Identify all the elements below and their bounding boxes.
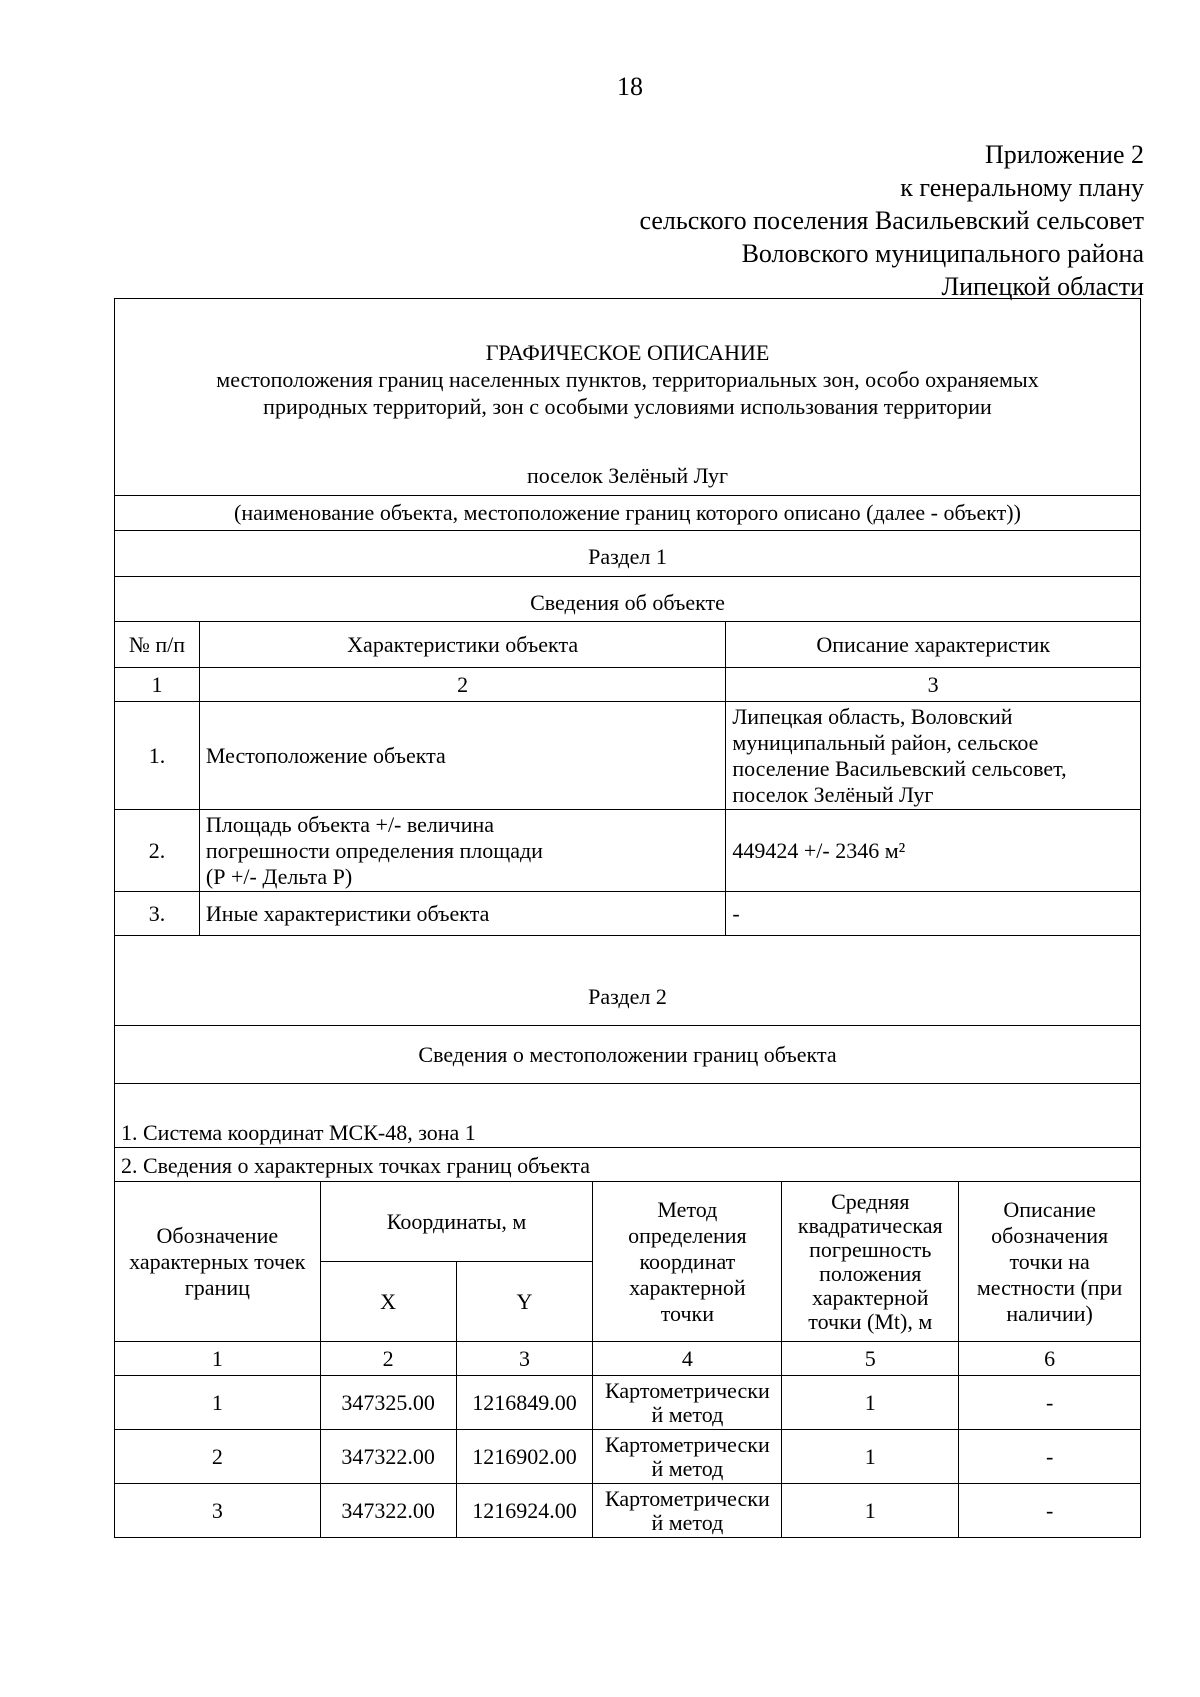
header-line: определения: [628, 1222, 747, 1248]
header-line: местности (при: [976, 1274, 1123, 1300]
method-line: Картометрически: [605, 1485, 770, 1511]
header-line: границ: [184, 1274, 250, 1300]
header-x: X: [320, 1262, 456, 1342]
divider: [115, 530, 1140, 531]
appendix-line: к генеральному плану: [900, 173, 1144, 202]
section2-subtitle: Сведения о местоположении границ объекта: [418, 1042, 837, 1067]
point-mt: 1: [782, 1430, 959, 1484]
coordinate-system: 1. Система координат МСК-48, зона 1: [121, 1120, 476, 1145]
points-caption: 2. Сведения о характерных точках границ объекта: [121, 1153, 590, 1178]
point-method: [593, 1484, 782, 1538]
column-number: 4: [593, 1342, 782, 1376]
point-mt: 1: [782, 1376, 959, 1430]
header-line: точки (Mt), м: [808, 1308, 933, 1334]
row-number: 2.: [115, 810, 200, 892]
point-y: 1216902.00: [456, 1430, 593, 1484]
header-line: квадратическая: [797, 1212, 943, 1238]
description-line: поселение Васильевский сельсовет,: [732, 755, 1067, 781]
column-number: 3: [726, 668, 1141, 702]
point-x: 347325.00: [320, 1376, 456, 1430]
doc-subtitle: природных территорий, зон с особыми условиями использования территории: [263, 394, 992, 419]
header-line: Средняя: [831, 1188, 910, 1214]
appendix-line: Приложение 2: [984, 140, 1144, 169]
header-line: координат: [639, 1248, 736, 1274]
header-error: [782, 1182, 959, 1342]
header-y: Y: [456, 1262, 593, 1342]
description-line: поселок Зелёный Луг: [732, 781, 934, 807]
appendix-line: Воловского муниципального района: [741, 239, 1144, 268]
table-row: [115, 1430, 1141, 1484]
point-y: 1216849.00: [456, 1376, 593, 1430]
header-line: характерной: [629, 1274, 746, 1300]
description-cell: 449424 +/- 2346 м²: [726, 810, 1141, 892]
point-x: 347322.00: [320, 1484, 456, 1538]
object-caption: (наименование объекта, местоположение границ которого описано (далее - объект)): [234, 500, 1021, 525]
document-frame: [114, 298, 1141, 1538]
point-id: 3: [115, 1484, 321, 1538]
column-number: 3: [456, 1342, 593, 1376]
header-line: положения: [819, 1260, 922, 1286]
characteristic-line: Площадь объекта +/- величина: [205, 811, 495, 837]
header-line: точки: [660, 1300, 715, 1326]
column-number: 6: [959, 1342, 1141, 1376]
characteristic-cell: Иные характеристики объекта: [199, 892, 725, 936]
section2-title: Раздел 2: [588, 984, 667, 1009]
column-number: 2: [199, 668, 725, 702]
appendix-header: [640, 138, 1145, 303]
header-coordinates: Координаты, м: [320, 1182, 593, 1262]
header-line: погрешность: [809, 1236, 932, 1262]
doc-title: ГРАФИЧЕСКОЕ ОПИСАНИЕ: [485, 340, 770, 365]
row-number: 3.: [115, 892, 200, 936]
divider: [115, 1083, 1140, 1084]
object-name: поселок Зелёный Луг: [526, 463, 729, 488]
point-id: 1: [115, 1376, 321, 1430]
object-info-table: [114, 621, 1141, 936]
divider: [115, 495, 1140, 496]
description-line: муниципальный район, сельское: [732, 729, 1039, 755]
header-cell: № п/п: [115, 622, 200, 668]
description-cell: -: [726, 892, 1141, 936]
point-description: -: [959, 1430, 1141, 1484]
method-line: й метод: [651, 1455, 724, 1481]
appendix-line: Липецкой области: [941, 272, 1144, 301]
point-description: -: [959, 1376, 1141, 1430]
divider: [115, 1147, 1140, 1148]
header-line: Обозначение: [156, 1222, 279, 1248]
column-number: 1: [115, 1342, 321, 1376]
table-header-row: [115, 622, 1141, 668]
column-number-row: [115, 1342, 1141, 1376]
appendix-line: сельского поселения Васильевский сельсовет: [639, 206, 1144, 235]
characteristic-line: (Р +/- Дельта Р): [205, 863, 353, 889]
point-x: 347322.00: [320, 1430, 456, 1484]
column-number: 1: [115, 668, 200, 702]
point-mt: 1: [782, 1484, 959, 1538]
header-line: точки на: [1009, 1248, 1090, 1274]
column-number-row: [115, 668, 1141, 702]
row-number: 1.: [115, 702, 200, 810]
header-line: наличии): [1006, 1300, 1093, 1326]
description-cell: [726, 702, 1141, 810]
table-row: [115, 892, 1141, 936]
header-line: Описание: [1003, 1196, 1096, 1222]
method-line: й метод: [651, 1401, 724, 1427]
section1-subtitle: Сведения об объекте: [530, 590, 725, 615]
boundary-points-table: [114, 1181, 1141, 1538]
column-number: 5: [782, 1342, 959, 1376]
header-cell: Описание характеристик: [726, 622, 1141, 668]
table-row: [115, 702, 1141, 810]
page-number: 18: [617, 72, 643, 101]
divider: [115, 1025, 1140, 1026]
table-header-row: [115, 1182, 1141, 1262]
header-method: [593, 1182, 782, 1342]
characteristic-cell: Местоположение объекта: [199, 702, 725, 810]
point-y: 1216924.00: [456, 1484, 593, 1538]
description-line: Липецкая область, Воловский: [732, 703, 1013, 729]
header-description: [959, 1182, 1141, 1342]
header-designation: [115, 1182, 321, 1342]
table-row: [115, 1484, 1141, 1538]
doc-subtitle: местоположения границ населенных пунктов, территориальных зон, особо охраняемых: [216, 367, 1039, 392]
section1-title: Раздел 1: [588, 544, 667, 569]
method-line: й метод: [651, 1509, 724, 1535]
method-line: Картометрически: [605, 1431, 770, 1457]
header-line: Метод: [657, 1196, 718, 1222]
point-description: -: [959, 1484, 1141, 1538]
point-id: 2: [115, 1430, 321, 1484]
header-line: характерных точек: [129, 1248, 306, 1274]
method-line: Картометрически: [605, 1377, 770, 1403]
characteristic-line: погрешности определения площади: [205, 837, 543, 863]
column-number: 2: [320, 1342, 456, 1376]
point-method: [593, 1376, 782, 1430]
point-method: [593, 1430, 782, 1484]
header-line: характерной: [811, 1284, 929, 1310]
header-line: обозначения: [991, 1222, 1109, 1248]
header-cell: Характеристики объекта: [199, 622, 725, 668]
table-row: [115, 1376, 1141, 1430]
table-row: [115, 810, 1141, 892]
divider: [115, 576, 1140, 577]
characteristic-cell: [199, 810, 725, 892]
